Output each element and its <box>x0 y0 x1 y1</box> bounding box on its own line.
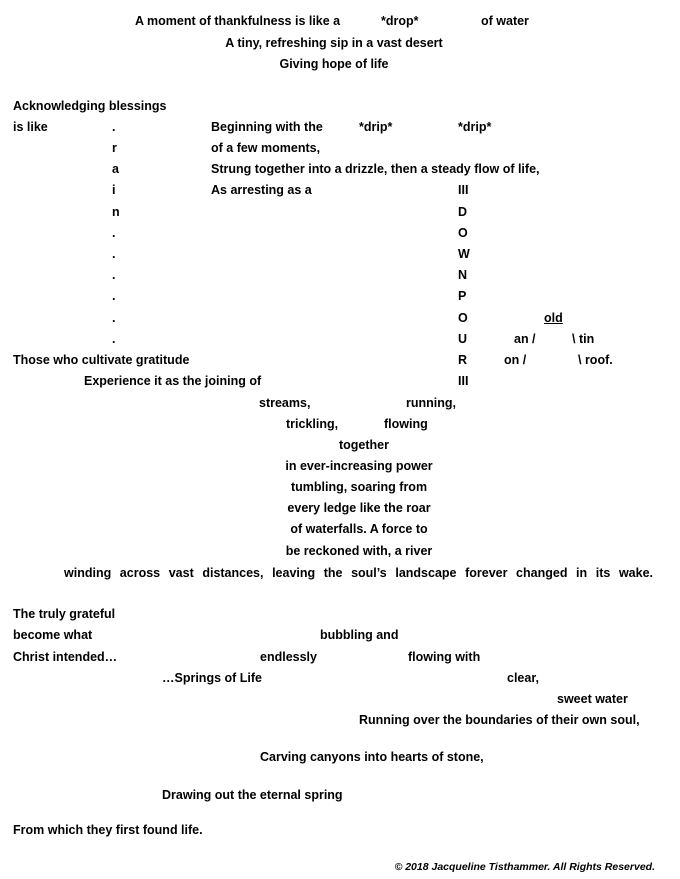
poem-line-experience: Experience it as the joining of <box>84 374 262 388</box>
poem-word-flowing-with: flowing with <box>408 650 481 664</box>
downpour-column-char: O <box>458 226 468 240</box>
poem-line-reckoned: be reckoned with, a river <box>285 544 433 558</box>
poem-line-cultivate: Those who cultivate gratitude <box>13 353 190 367</box>
poem-line-beginning: Beginning with the <box>211 120 323 134</box>
roof-word-roof: \ roof. <box>578 353 613 367</box>
poem-line-winding: winding across vast distances, leaving the soul’s landscape forever changed in its wake. <box>64 566 653 580</box>
roof-word-old: old <box>544 311 563 325</box>
rain-column-char: . <box>112 289 116 303</box>
roof-word-an: an / <box>514 332 536 346</box>
poem-word-drip-first: *drip* <box>359 120 393 134</box>
poem-line-tiny-sip: A tiny, refreshing sip in a vast desert <box>225 36 443 50</box>
poem-word-flowing: flowing <box>384 417 428 431</box>
downpour-column-char: D <box>458 205 468 219</box>
downpour-column-char: W <box>458 247 470 261</box>
poem-word-bubbling: bubbling and <box>320 628 399 642</box>
rain-column-char: a <box>112 162 119 176</box>
rain-column-char: n <box>112 205 120 219</box>
poem-line-drawing: Drawing out the eternal spring <box>162 788 343 802</box>
poem-word-drip-second: *drip* <box>458 120 492 134</box>
poem-word-drop: *drop* <box>381 14 419 28</box>
copyright-notice: © 2018 Jacqueline Tisthammer. All Rights Reserved. <box>394 861 655 873</box>
rain-column-char: . <box>112 268 116 282</box>
poem-line-carving: Carving canyons into hearts of stone, <box>260 750 484 764</box>
poem-line-strung: Strung together into a drizzle, then a steady flow of life, <box>211 162 540 176</box>
rain-column-char: . <box>112 332 116 346</box>
poem-line-tumbling: tumbling, soaring from <box>290 480 428 494</box>
rain-column-char: i <box>112 183 116 197</box>
poem-line-acknowledging: Acknowledging blessings <box>13 99 167 113</box>
poem-word-endlessly: endlessly <box>260 650 317 664</box>
poem-line-arresting: As arresting as a <box>211 183 312 197</box>
poem-line-together: together <box>339 438 389 452</box>
downpour-column-char: U <box>458 332 468 346</box>
poem-line-moment: A moment of thankfulness is like a <box>135 14 341 28</box>
poem-word-running: running, <box>406 396 456 410</box>
poem-line-from-which: From which they first found life. <box>13 823 203 837</box>
downpour-column-char: P <box>458 289 467 303</box>
roof-word-tin: \ tin <box>572 332 595 346</box>
rain-column-char: . <box>112 120 116 134</box>
downpour-column-char: III <box>458 183 469 197</box>
downpour-column-char: N <box>458 268 468 282</box>
poem-line-springs: …Springs of Life <box>162 671 262 685</box>
poem-word-clear: clear, <box>507 671 539 685</box>
rain-column-char: . <box>112 226 116 240</box>
poem-word-streams: streams, <box>259 396 311 410</box>
rain-column-char: r <box>112 141 117 155</box>
poem-line-few-moments: of a few moments, <box>211 141 321 155</box>
downpour-column-char: III <box>458 374 469 388</box>
downpour-column-char: O <box>458 311 468 325</box>
downpour-column-char: R <box>458 353 468 367</box>
poem-line-ledge: every ledge like the roar <box>287 501 431 515</box>
rain-column-char: . <box>112 247 116 261</box>
rain-column-char: . <box>112 311 116 325</box>
poem-word-of-water: of water <box>481 14 529 28</box>
poem-line-christ: Christ intended… <box>13 650 118 664</box>
poem-word-sweet-water: sweet water <box>557 692 628 706</box>
poem-line-power: in ever-increasing power <box>285 459 433 473</box>
poem-line-truly-grateful: The truly grateful <box>13 607 116 621</box>
poem-word-trickling: trickling, <box>286 417 339 431</box>
poem-line-hope: Giving hope of life <box>279 57 389 71</box>
poem-line-running-over: Running over the boundaries of their own soul, <box>359 713 640 727</box>
poem-line-waterfalls: of waterfalls. A force to <box>290 522 428 536</box>
roof-word-on: on / <box>504 353 527 367</box>
poem-line-become: become what <box>13 628 93 642</box>
poem-line-is-like: is like <box>13 120 48 134</box>
